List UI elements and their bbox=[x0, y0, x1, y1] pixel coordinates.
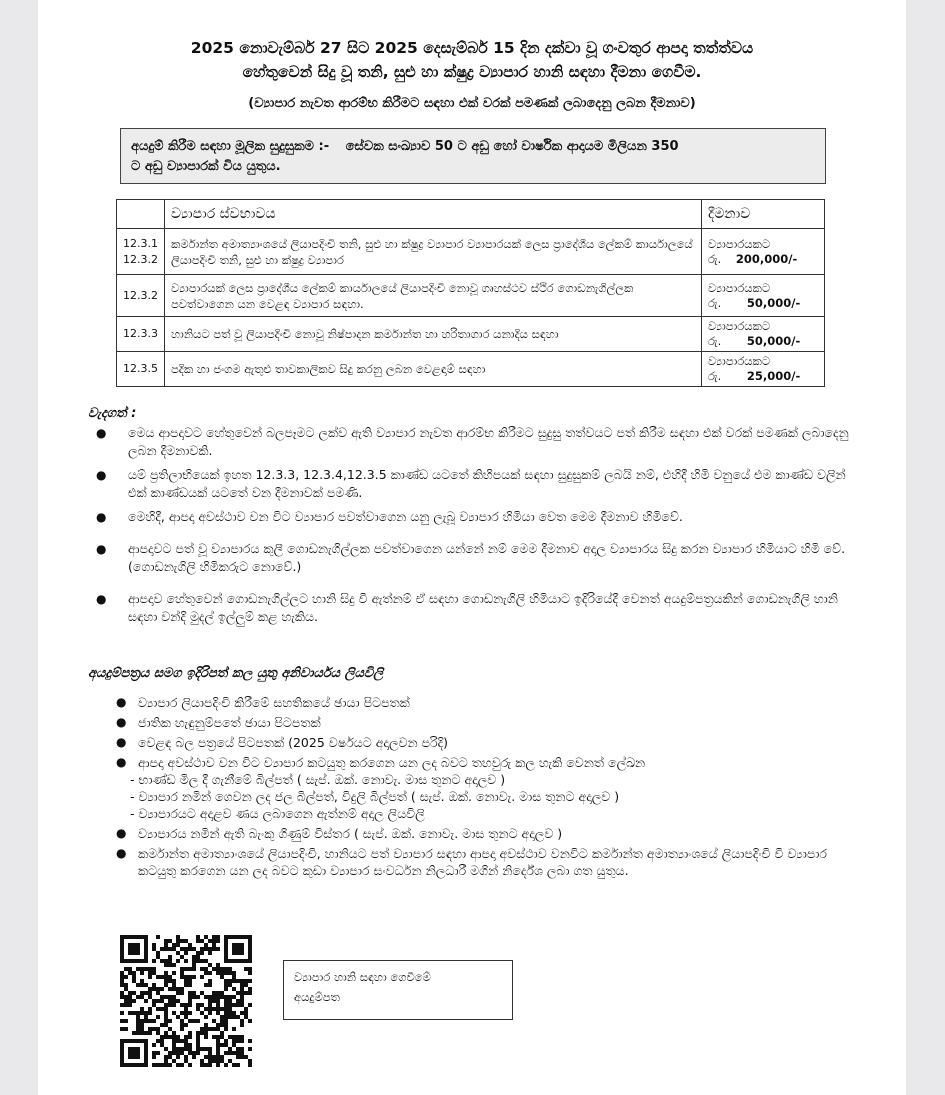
bullet-icon: ● bbox=[116, 826, 127, 840]
table-row bbox=[117, 317, 825, 352]
qr-code-icon[interactable] bbox=[120, 932, 252, 1070]
currency: රු. bbox=[708, 251, 722, 266]
bullet-icon: ● bbox=[116, 755, 127, 769]
note-text: ආපදාව හේතුවෙන් ගොඩනැගිල්ලට හානි සිදු වී ඇත්නම් ඒ සඳහා ගොඩනැගිලි හිමියාට ඉදිරියේදී වෙනත් අයදුම්පත්‍රයකින් ගොඩනැගිලි හානි සඳහා වන්දි මුදල් ඉල්ලුම් කළ හැකිය. bbox=[128, 591, 838, 624]
notes-list bbox=[88, 424, 858, 632]
amount-label: ව්‍යාපාරයකට bbox=[708, 354, 771, 368]
document-page bbox=[38, 0, 906, 1095]
document-text: ව්‍යාපාර ලියාපදිංචි කිරීමේ සහතිකයේ ඡායා පිටපතක් bbox=[138, 695, 410, 710]
note-item bbox=[88, 540, 858, 576]
currency: රු. bbox=[708, 295, 722, 310]
bullet-icon: ● bbox=[96, 468, 107, 482]
document-item bbox=[88, 845, 858, 879]
eligibility-label: අයදුම් කිරීම සඳහා මූලික සුදුසුකම :- bbox=[131, 139, 330, 154]
document-subitem: - ව්‍යාපාර නමින් ගෙවන ලද ජල බිල්පත්, විදුලි බිල්පත් ( සැප්. ඔක්. නොවැ. මාස තුනට අදාලව ) bbox=[130, 789, 620, 804]
row-description: හානියට පත් වූ ලියාපදිංචි නොවූ නිෂ්පාදන කර්මාන්ත හා හරිතාගාර යනාදිය සඳහා bbox=[165, 317, 702, 352]
table-row bbox=[117, 275, 825, 317]
eligibility-line-1 bbox=[131, 137, 815, 157]
row-amount bbox=[702, 275, 825, 317]
amount-value: 200,000/- bbox=[735, 251, 798, 266]
document-item bbox=[88, 754, 858, 822]
header-code bbox=[117, 200, 165, 229]
amount-label: ව්‍යාපාරයකට bbox=[708, 280, 771, 295]
amount-label: ව්‍යාපාරයකට bbox=[708, 319, 771, 333]
document-text: කර්මාන්ත අමාත්‍යාංශයේ ලියාපදිංචි, හානියට පත් ව්‍යාපාර සඳහා ආපදා අවස්ථාව වනවිට කර්මාන්ත අමාත්‍යාංශයේ ලියාපදිංචි වී ව්‍යාපාර කටයුතු කරගෙන යන ලද බවට කුඩා ව්‍යාපාර සංවර්ධන නිලධාරී මගින් නිර්දේශ ලබා ගත යුතුය. bbox=[138, 846, 827, 878]
row-amount bbox=[702, 317, 825, 352]
documents-list bbox=[88, 694, 858, 882]
amount-value: 25,000/- bbox=[746, 369, 801, 383]
note-item bbox=[88, 466, 858, 502]
notes-heading: වැදගත් : bbox=[88, 406, 137, 421]
row-amount bbox=[702, 352, 825, 387]
document-item bbox=[88, 714, 858, 731]
table-row bbox=[117, 229, 825, 275]
form-box-line-1: ව්‍යාපාර හානි සඳහා ගෙවීමේ bbox=[294, 970, 431, 984]
row-code-text: 12.3.1 12.3.2 bbox=[123, 236, 158, 266]
eligibility-box bbox=[120, 128, 826, 184]
document-text: ව්‍යාපාරය නමින් ඇති බැංකු ගිණුම් විස්තර ( සැප්. ඔක්. නොවැ. මාස තුනට අදාලව ) bbox=[138, 826, 563, 841]
document-subitem: - ව්‍යාපාරයට අදාළව ණය ලබාගෙන ඇත්නම් අදාල ලියවිලි bbox=[130, 806, 425, 821]
currency: රු. bbox=[708, 334, 722, 348]
note-item bbox=[88, 590, 858, 626]
eligibility-text-1: සේවක සංඛ්‍යාව 50 ට අඩු හෝ වාර්ෂික ආදායම මිලියන 350 bbox=[345, 139, 679, 154]
title-line-2: හේතුවෙන් සිදු වූ තනි, සුළු හා ක්ෂුද්‍ර ව්‍යාපාර හානි සඳහා දීමනා ගෙවීම. bbox=[242, 63, 702, 81]
row-amount bbox=[702, 229, 825, 275]
bullet-icon: ● bbox=[96, 592, 107, 606]
grants-table bbox=[116, 199, 825, 387]
eligibility-text-2: ට අඩු ව්‍යාපාරක් විය යුතුය. bbox=[131, 159, 281, 174]
document-text: ජාතික හැඳුනුම්පතේ ඡායා පිටපතක් bbox=[138, 715, 321, 730]
row-code bbox=[117, 229, 165, 275]
header-allowance: දීමනාව bbox=[702, 200, 825, 229]
document-text: වෙළඳ බල පත්‍රයේ පිටපතක් (2025 වර්ෂයට අදාලවන පරිදි) bbox=[138, 735, 449, 750]
currency: රු. bbox=[708, 369, 722, 383]
bullet-icon: ● bbox=[96, 426, 107, 440]
amount-value: 50,000/- bbox=[746, 334, 801, 348]
title-line-1: 2025 නොවැම්බර් 27 සිට 2025 දෙසැම්බර් 15 දින දක්වා වූ ගංවතුර ආපදා තත්ත්වය bbox=[190, 39, 754, 57]
bullet-icon: ● bbox=[96, 510, 107, 524]
bullet-icon: ● bbox=[116, 715, 127, 729]
subtitle: (ව්‍යාපාර නැවත ආරම්භ කිරීමට සඳහා එක් වරක් පමණක් ලබාදෙනු ලබන දීමනාව) bbox=[248, 96, 696, 111]
row-description: කර්මාන්ත අමාත්‍යාංශයේ ලියාපදිංචි තනි, සුළු හා ක්ෂුද්‍ර ව්‍යාපාර ව්‍යාපාරයක් ලෙස ප්‍රාදේශීය ලේකම් කාර්යාලයේ ලියාපදිංචි තනි, සුළු හා ක්ෂුද්‍ර ව්‍යාපාර bbox=[165, 229, 702, 275]
document-item bbox=[88, 825, 858, 842]
amount-value: 50,000/- bbox=[746, 295, 801, 310]
row-description: ව්‍යාපාරයක් ලෙස ප්‍රාදේශීය ලේකම් කාර්යාලයේ ලියාපදිංචි නොවූ ගෘහස්ථව ස්ථිර ගොඩනැගිල්ලක පවත්වාගෙන යන වෙළඳ ව්‍යාපාර සඳහා. bbox=[165, 275, 702, 317]
amount-label: ව්‍යාපාරයකට bbox=[708, 236, 771, 251]
form-box-line-2: අයදුම්පත bbox=[294, 990, 340, 1004]
row-code: 12.3.3 bbox=[117, 317, 165, 352]
table-row bbox=[117, 352, 825, 387]
note-item bbox=[88, 508, 858, 526]
note-text: මෙහිදී, ආපදා අවස්ථාව වන විට ව්‍යාපාර පවත්වාගෙන යනු ලැබූ ව්‍යාපාර හිමියා වෙත මෙම දීමනාව හිමිවේ. bbox=[128, 509, 683, 524]
document-item bbox=[88, 694, 858, 711]
row-description: පදික හා ජංගම ඇතුළු තාවකාලිකව සිදු කරනු ලබන වෙළඳාම් සඳහා bbox=[165, 352, 702, 387]
document-subitem: - භාණ්ඩ මිල දී ගැනීමේ බිල්පත් ( සැප්. ඔක්. නොවැ. මාස තුනට අදාලව ) bbox=[130, 772, 506, 787]
documents-heading: අයදුම්පත්‍රය සමග ඉදිරිපත් කල යුතු අනිවාර්යය ලියවිලි bbox=[88, 666, 384, 681]
bullet-icon: ● bbox=[116, 846, 127, 860]
table-header-row bbox=[117, 200, 825, 229]
application-form-box bbox=[283, 960, 513, 1020]
document-text: ආපදා අවස්ථාව වන විට ව්‍යාපාර කටයුතු කරගෙන යන ලද බවට තහවුරු කල හැකි වෙනත් ලේඛන bbox=[138, 755, 646, 770]
eligibility-line-2 bbox=[131, 157, 815, 177]
note-text: ආපදාවට පත් වූ ව්‍යාපාරය කුලී ගොඩනැගිල්ලක පවත්වාගෙන යන්නේ නම් මෙම දීමනාව අදාල ව්‍යාපාරය සිදු කරන ව්‍යාපාර හිමියාට හිමි වේ. (ගොඩනැගිලි හිමිකරුට නොවේ.) bbox=[128, 541, 846, 574]
bullet-icon: ● bbox=[116, 735, 127, 749]
header-nature: ව්‍යාපාර ස්වභාවය bbox=[165, 200, 702, 229]
note-text: යම් ප්‍රතිලාභියෙක් ඉහත 12.3.3, 12.3.4,12.3.5 කාණ්ඩ යටතේ කිහිපයක් සඳහා සුදුසුකම් ලබයි නම්, එහිදී හිමි වනුයේ එම කාණ්ඩ වලින් එක් කාණ්ඩයක් යටතේ වන දීමනාවක් පමණි. bbox=[128, 467, 846, 500]
note-text: මෙය ආපදාවට හේතුවෙන් බලපෑමට ලක්ව ඇති ව්‍යාපාර නැවත ආරම්භ කිරීමට සුදුසු තත්වයට පත් කිරීම සඳහා එක් වරක් පමණක් ලබාදෙනු ලබන දීමනාවකි. bbox=[128, 425, 849, 458]
bullet-icon: ● bbox=[96, 542, 107, 556]
bullet-icon: ● bbox=[116, 695, 127, 709]
row-code: 12.3.2 bbox=[117, 275, 165, 317]
document-item bbox=[88, 734, 858, 751]
note-item bbox=[88, 424, 858, 460]
row-code: 12.3.5 bbox=[117, 352, 165, 387]
